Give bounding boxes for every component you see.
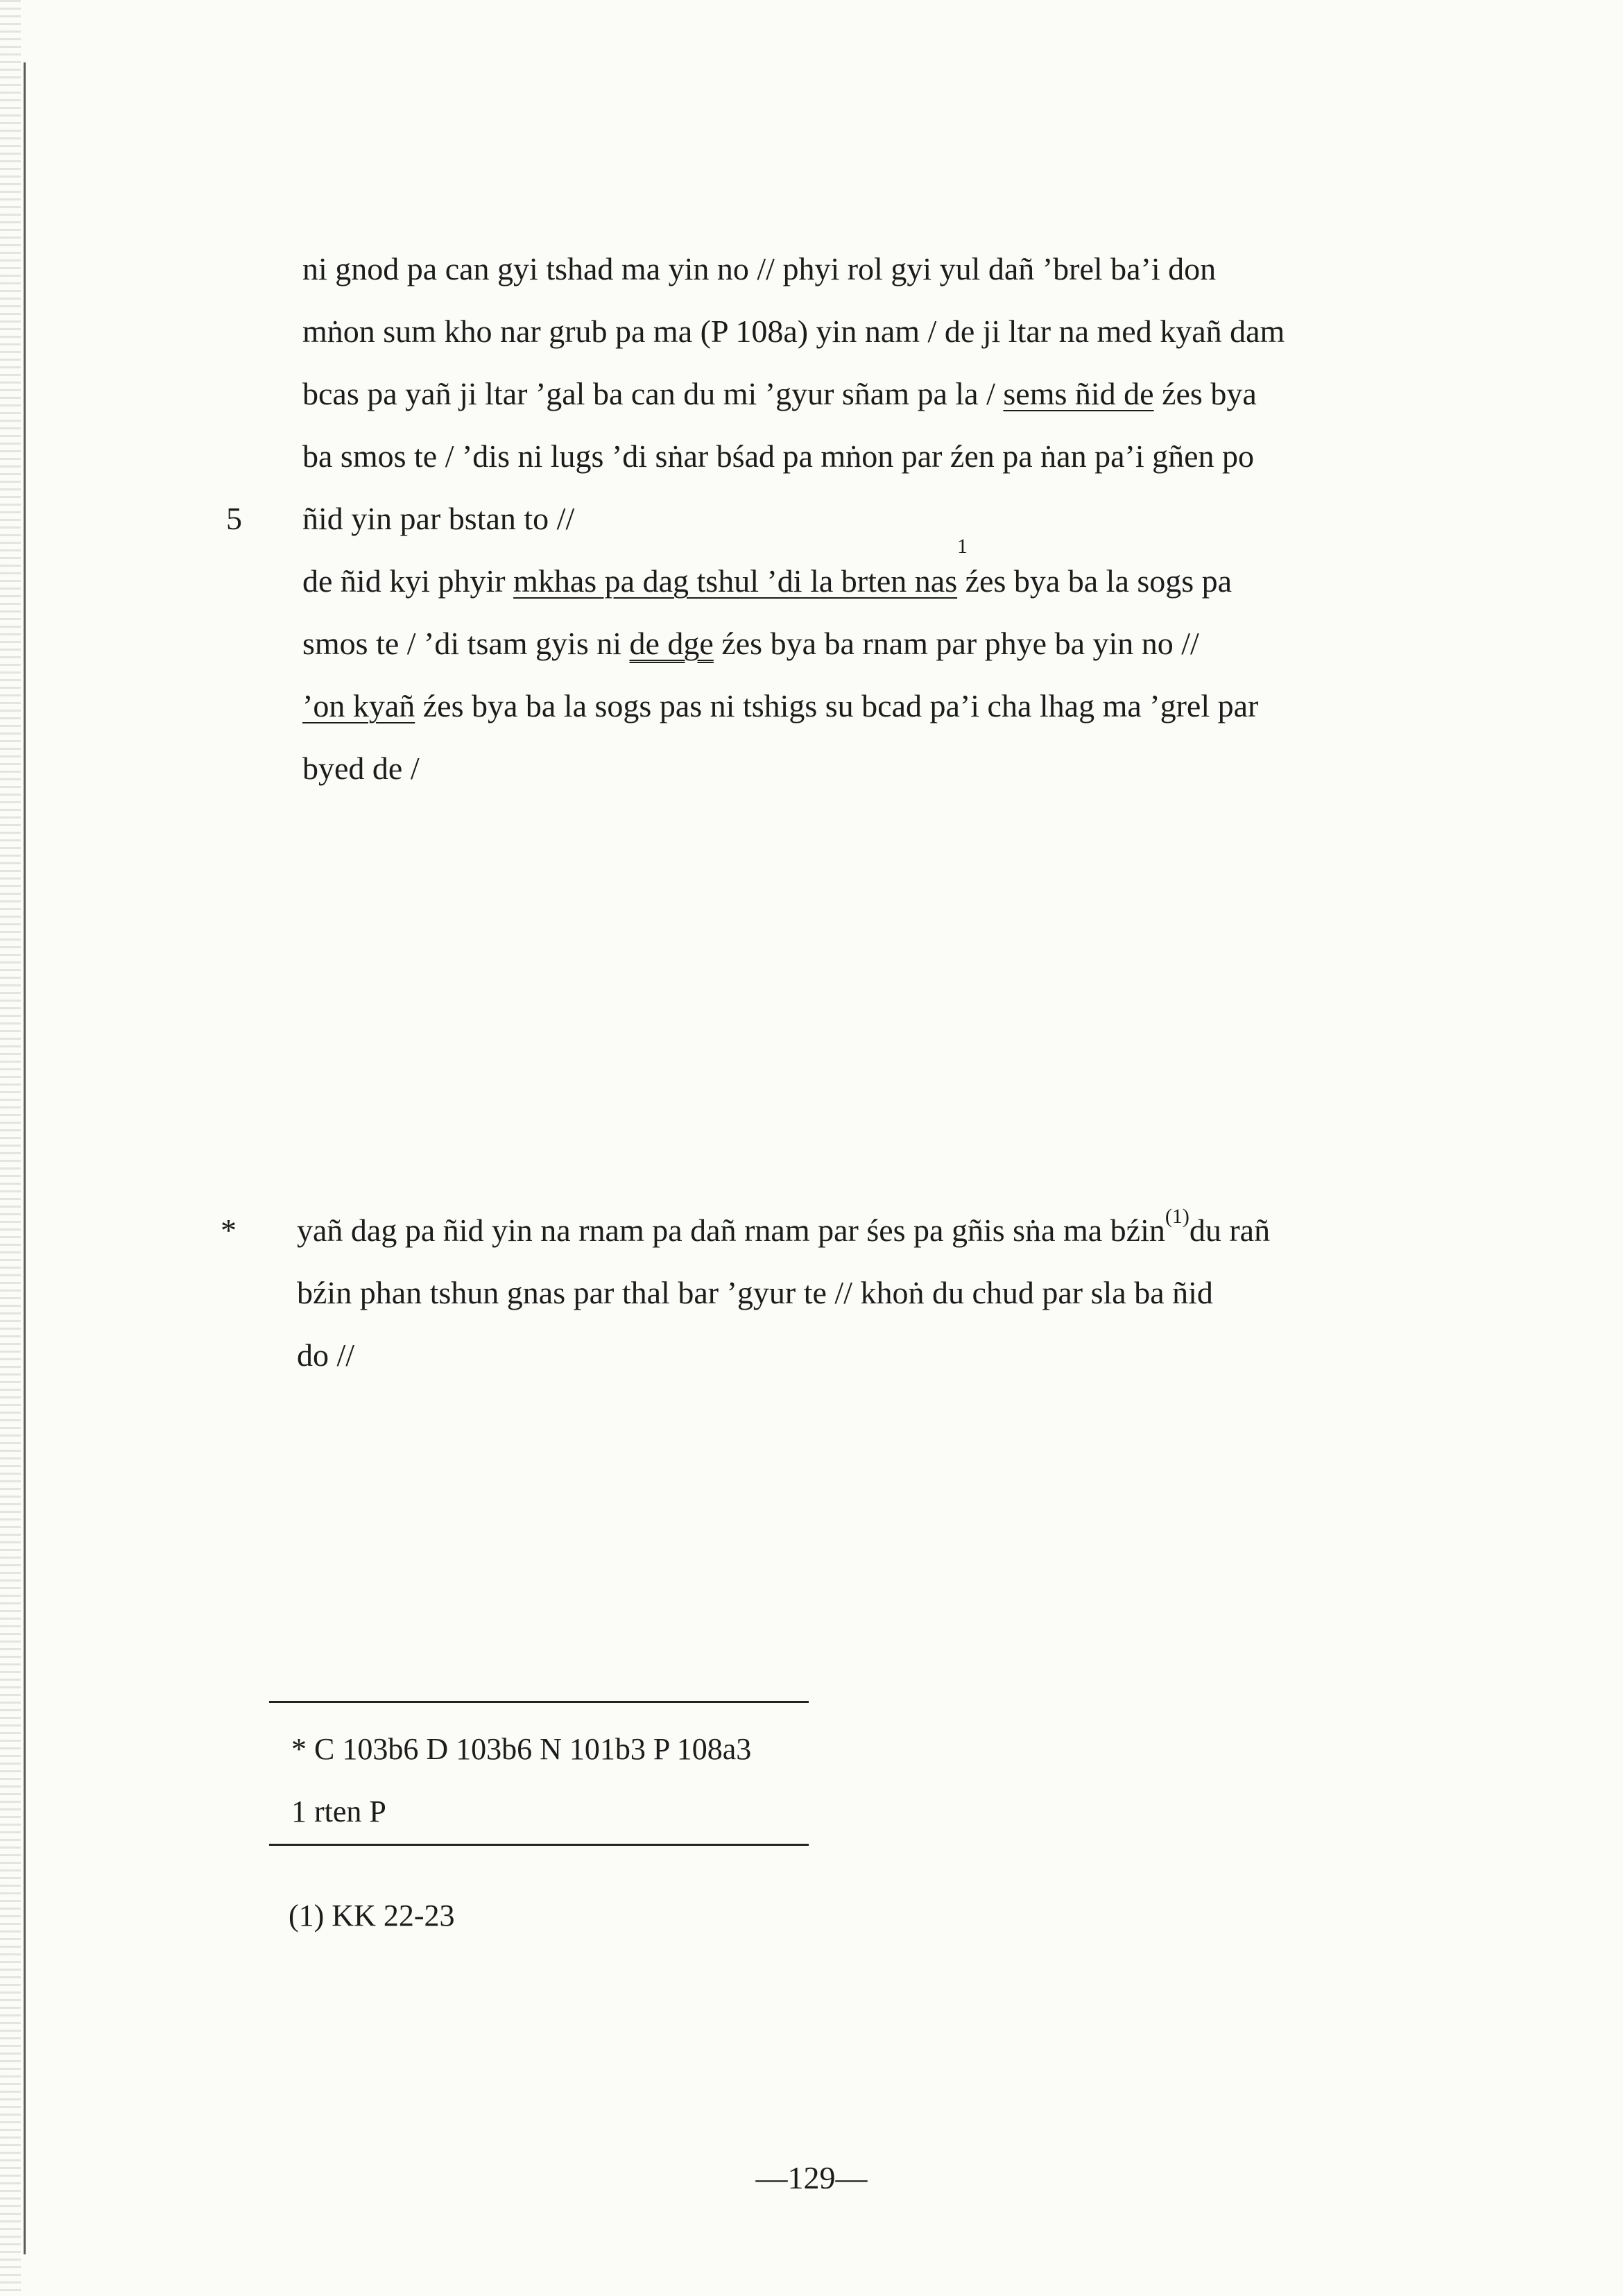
verse-line-1 [297, 1205, 1271, 1256]
page-number: —129— [755, 2160, 868, 2195]
underlined-quote [513, 563, 957, 599]
scan-edge-rule [24, 62, 26, 2254]
verse-line-1-text: yañ dag pa ñid yin na rnam pa dañ rnam par śes pa gñis sṅa ma bźin [297, 1213, 1165, 1248]
verse-line-2: bźin phan tshun gnas par thal bar ’gyur te // khoṅ du chud par sla ba ñid [297, 1275, 1213, 1310]
apparatus-rule-top [269, 1701, 809, 1703]
body-line-3-lead: bcas pa yañ ji ltar ’gal ba can du mi ’gyur sñam pa la / [302, 376, 1004, 411]
body-line-7-lead: smos te / ’di tsam gyis ni [302, 626, 630, 661]
body-line-7-tail: źes bya ba rnam par phye ba yin no // [713, 626, 1199, 661]
body-line-3-tail: źes bya [1153, 376, 1257, 411]
underlined-term: de dge [629, 626, 714, 661]
body-line-1: ni gnod pa can gyi tshad ma yin no // phyi rol gyi yul dañ ’brel ba’i don [302, 251, 1217, 286]
apparatus-sources: * C 103b6 D 103b6 N 101b3 P 108a3 [291, 1732, 752, 1766]
underlined-term: ’on kyañ [302, 688, 415, 723]
line-number-5: 5 [226, 501, 242, 536]
body-line-4: ba smos te / ’dis ni lugs ’di sṅar bśad pa mṅon par źen pa ṅan pa’i gñen po [302, 438, 1255, 474]
body-line-5: ñid yin par bstan to // [302, 501, 575, 536]
underlined-quote-text: mkhas pa dag tshul ’di la brten nas [513, 563, 958, 599]
underlined-term: sems ñid de [1003, 376, 1154, 411]
body-line-8-tail: źes bya ba la sogs pas ni tshigs su bcad pa’i cha lhag ma ’grel par [415, 688, 1259, 723]
body-line-2: mṅon sum kho nar grub pa ma (P 108a) yin nam / de ji ltar na med kyañ dam [302, 314, 1285, 349]
body-line-9: byed de / [302, 751, 420, 786]
body-line-6-tail: źes bya ba la sogs pa [957, 563, 1233, 599]
body-line-6-lead: de ñid kyi phyir [302, 563, 514, 599]
scan-edge-speckle [0, 0, 21, 2296]
body-line-3 [302, 373, 1257, 415]
verse-asterisk: * [221, 1213, 237, 1248]
body-line-7 [302, 623, 1199, 665]
apparatus-rule-bottom [269, 1844, 809, 1846]
verse-line-1-tail: du rañ [1189, 1213, 1271, 1248]
verse-note-marker: (1) [1165, 1205, 1190, 1228]
body-line-6 [302, 560, 1232, 602]
variant-marker-1: 1 [957, 535, 968, 558]
reference-note: (1) KK 22-23 [289, 1899, 455, 1933]
body-line-8 [302, 685, 1258, 727]
verse-line-3: do // [297, 1337, 355, 1373]
apparatus-variant: 1 rten P [291, 1794, 386, 1828]
